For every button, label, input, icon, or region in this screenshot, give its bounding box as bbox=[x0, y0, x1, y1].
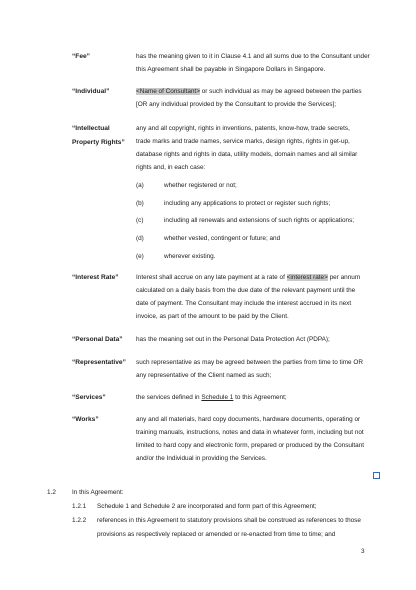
clause-heading: In this Agreement: bbox=[72, 489, 124, 496]
definition-services bbox=[136, 391, 368, 404]
schedule-1-link[interactable]: Schedule 1 bbox=[201, 394, 234, 401]
definition-text: per annum bbox=[327, 274, 361, 281]
term-ipr-line2: Property Rights” bbox=[72, 139, 125, 146]
definition-line: has the meaning given to it in Clause 4.1 and all sums due to the Consultant under bbox=[136, 53, 370, 60]
definition-line: rights and, in each case: bbox=[136, 164, 206, 171]
definition-line: this Agreement shall be payable in Singapore Dollars in Singapore. bbox=[136, 66, 326, 73]
definition-line: trade marks and trade names, service marks, design rights, rights in get-up, bbox=[136, 138, 350, 145]
definition-line: any and all copyright, rights in inventions, patents, know-how, trade secrets, bbox=[136, 125, 350, 132]
clause-number: 1.2 bbox=[47, 489, 56, 496]
term-services: “Services” bbox=[72, 394, 106, 401]
definition-line: any representative of the Client named as such; bbox=[136, 372, 272, 379]
definition-interest-rate bbox=[136, 271, 368, 323]
subclause-text-line2: provisions as respectively replaced or amended or re-enacted from time to time; and bbox=[97, 531, 336, 538]
definition-line: calculated on a daily basis from the due date of the relevant payment until the bbox=[136, 287, 356, 294]
definition-text: the services defined in bbox=[136, 394, 202, 401]
definition-line: and/or the Individual in providing the Services. bbox=[136, 455, 267, 462]
definition-line: any and all materials, hard copy documents, hardware documents, operating or bbox=[136, 416, 361, 423]
placeholder-consultant-name[interactable]: <Name of Consultant> bbox=[136, 88, 200, 95]
definition-line: has the meaning set out in the Personal Data Protection Act (PDPA); bbox=[136, 336, 330, 343]
definition-line: database rights and rights in data, utility models, domain names and all similar bbox=[136, 151, 358, 158]
definition-line: invoice, as part of the amount to be paid by the Client. bbox=[136, 313, 289, 320]
term-interest-rate: “Interest Rate” bbox=[72, 274, 119, 281]
definition-line: such representative as may be agreed between the parties from time to time OR bbox=[136, 359, 363, 366]
list-item: whether registered or not; bbox=[164, 182, 237, 189]
definition-individual bbox=[136, 85, 368, 111]
anchor-marker-icon[interactable] bbox=[373, 472, 380, 479]
page-number: 3 bbox=[361, 548, 365, 555]
list-item: including any applications to protect or register such rights; bbox=[164, 200, 331, 207]
term-fee: “Fee” bbox=[72, 53, 90, 60]
subclause-number: 1.2.1 bbox=[72, 503, 87, 510]
term-individual: “Individual” bbox=[72, 88, 110, 95]
definition-fee bbox=[136, 50, 368, 76]
list-item: including all renewals and extensions of such rights or applications; bbox=[164, 217, 355, 224]
definition-line: limited to hard copy and electronic form, prepared or produced by the Consultant bbox=[136, 442, 365, 449]
definition-line: date of payment. The Consultant may include the interest accrued in its next bbox=[136, 300, 352, 307]
term-works: “Works” bbox=[72, 416, 99, 423]
term-ipr-line1: “Intellectual bbox=[72, 125, 110, 132]
definition-text: Interest shall accrue on any late payment at a rate of bbox=[136, 274, 287, 281]
term-personal-data: “Personal Data” bbox=[72, 336, 123, 343]
definition-text: or such individual as may be agreed between the parties bbox=[199, 88, 362, 95]
subclause-number: 1.2.2 bbox=[72, 517, 87, 524]
list-label: (b) bbox=[136, 200, 144, 207]
definition-representative bbox=[136, 356, 368, 382]
definition-ipr bbox=[136, 122, 368, 174]
placeholder-interest-rate[interactable]: <interest rate> bbox=[286, 274, 328, 281]
definition-works bbox=[136, 413, 368, 465]
list-label: (a) bbox=[136, 182, 144, 189]
list-item: whether vested, contingent or future; and bbox=[164, 235, 281, 242]
definition-text: to this Agreement; bbox=[233, 394, 287, 401]
list-item: wherever existing. bbox=[164, 253, 216, 260]
definition-line: training manuals, instructions, notes and data in whatever form, including but not bbox=[136, 429, 364, 436]
list-label: (e) bbox=[136, 253, 144, 260]
subclause-text: Schedule 1 and Schedule 2 are incorporated and form part of this Agreement; bbox=[97, 503, 317, 510]
list-label: (c) bbox=[136, 217, 144, 224]
definition-personal-data bbox=[136, 333, 368, 346]
list-label: (d) bbox=[136, 235, 144, 242]
subclause-text-line1: references in this Agreement to statutory provisions shall be construed as references to those bbox=[97, 517, 361, 524]
definition-line: [OR any individual provided by the Consultant to provide the Services]; bbox=[136, 101, 336, 108]
term-representative: “Representative” bbox=[72, 359, 126, 366]
